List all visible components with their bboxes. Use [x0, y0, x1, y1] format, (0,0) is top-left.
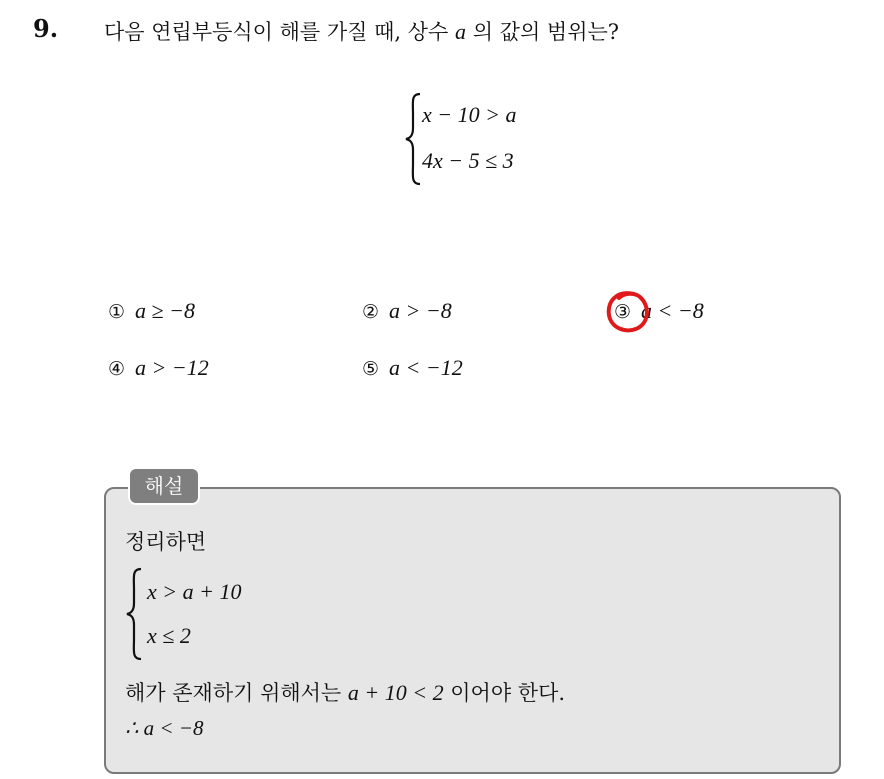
explanation-conclusion: ∴ a < −8	[125, 716, 204, 740]
choice-1-expr: a ≥ −8	[135, 298, 195, 323]
question-system	[404, 92, 604, 188]
choice-5-number: ⑤	[362, 358, 380, 380]
explanation-line-2	[125, 677, 565, 707]
left-brace-icon	[125, 567, 143, 661]
choice-2[interactable]	[362, 298, 452, 324]
question-text-before: 다음 연립부등식이 해를 가질 때, 상수	[104, 20, 456, 44]
explanation-inequality-2: x ≤ 2	[147, 623, 191, 648]
question-inequality-2: 4x − 5 ≤ 3	[422, 148, 514, 173]
choice-5[interactable]	[362, 355, 463, 381]
choice-1-number: ①	[108, 301, 126, 323]
explanation-line-1: 정리하면	[125, 530, 207, 554]
choice-5-expr: a < −12	[389, 355, 463, 380]
choice-4-expr: a > −12	[135, 355, 209, 380]
explanation-line-2-before: 해가 존재하기 위해서는	[125, 681, 348, 705]
question-number: 9.	[33, 14, 59, 43]
explanation-inequality-1: x > a + 10	[147, 579, 242, 604]
explanation-system	[125, 567, 325, 663]
question-text-after: 의 값의 범위는?	[466, 20, 620, 44]
explanation-line-2-after: 이어야 한다.	[443, 681, 566, 705]
explanation-line-2-expr: a + 10 < 2	[347, 680, 444, 705]
choice-3-expr: a < −8	[641, 298, 704, 323]
choice-4[interactable]	[108, 355, 209, 381]
question-text	[104, 16, 619, 46]
choice-2-number: ②	[362, 301, 380, 323]
choice-2-expr: a > −8	[389, 298, 452, 323]
question-inequality-1: x − 10 > a	[422, 102, 517, 127]
choice-4-number: ④	[108, 358, 126, 380]
question-variable: a	[455, 19, 467, 44]
left-brace-icon	[404, 92, 422, 186]
choice-1[interactable]	[108, 298, 195, 324]
choice-3-number: ③	[614, 301, 632, 323]
answer-circle-mark-icon	[604, 288, 652, 336]
explanation-tag: 해설	[128, 467, 200, 505]
